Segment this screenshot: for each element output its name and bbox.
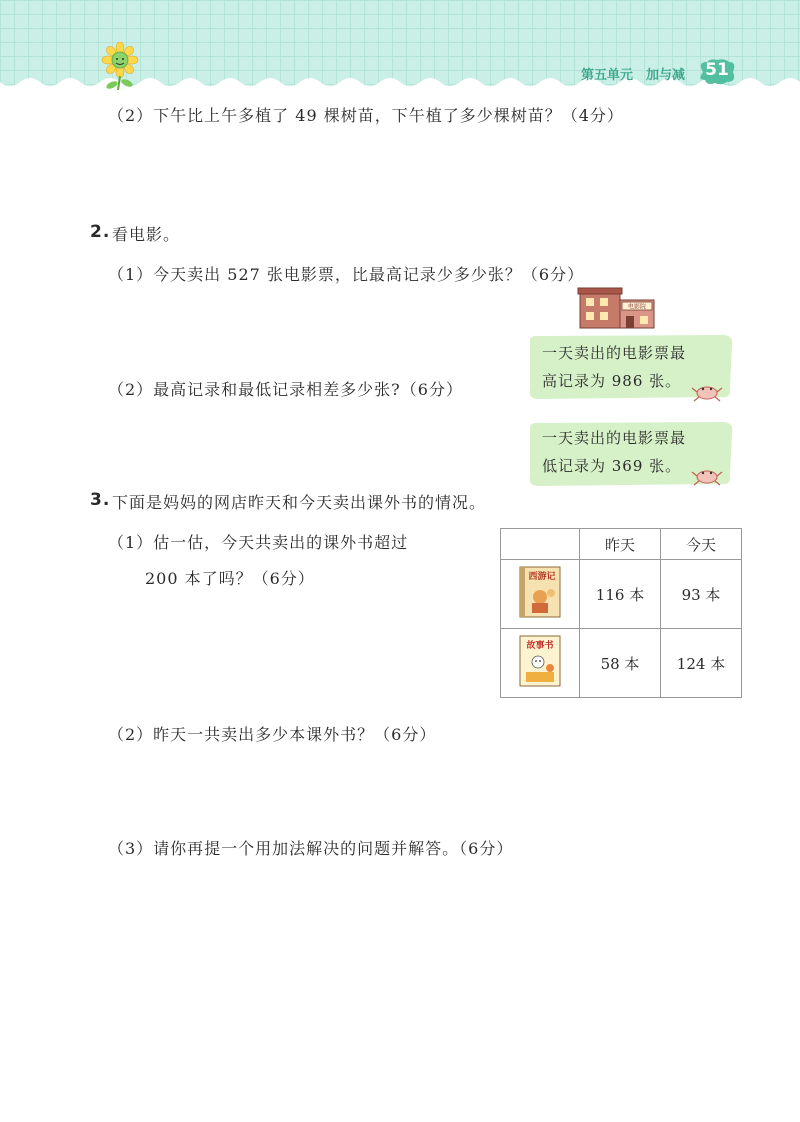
unit-label: 第五单元 [581, 68, 634, 83]
bubble-high-line2: 高记录为 986 张。 [542, 372, 682, 390]
book-title: 故事书 [526, 641, 554, 651]
q2-number: 2. [90, 222, 111, 242]
q1-part2-text: （2）下午比上午多植了 49 棵树苗，下午植了多少棵树苗？（4分） [108, 106, 624, 125]
table-cell-today: 124 本 [661, 629, 742, 698]
table-header-row [501, 529, 742, 560]
cinema-sign: 电影院 [627, 303, 647, 311]
q3-part3-text: （3）请你再提一个用加法解决的问题并解答。（6分） [108, 839, 514, 858]
q3-part1-line2: 200 本了吗？（6分） [145, 569, 315, 588]
table-cell-yesterday: 58 本 [580, 629, 661, 698]
page-number: 51 [705, 60, 729, 80]
table-header-cell: 今天 [661, 529, 742, 560]
table-cell-yesterday: 116 本 [580, 560, 661, 629]
sunflower-icon [98, 42, 144, 92]
crab-icon [690, 380, 724, 402]
bubble-low-line1: 一天卖出的电影票最 [542, 429, 687, 447]
bubble-high-line1: 一天卖出的电影票最 [542, 344, 687, 362]
table-header-cell [501, 529, 580, 560]
q2-part2-text: （2）最高记录和最低记录相差多少张?（6分） [108, 380, 463, 399]
journey-west-book-icon [518, 565, 562, 619]
table-header-cell: 昨天 [580, 529, 661, 560]
book-cover-cell [501, 629, 580, 698]
q3-part1-line1: （1）估一估，今天共卖出的课外书超过 [108, 533, 409, 552]
topic-label: 加与减 [646, 68, 686, 83]
book-title: 西游记 [528, 572, 556, 582]
cinema-building-icon [574, 282, 658, 330]
table-row [501, 560, 742, 629]
q2-part1-text: （1）今天卖出 527 张电影票，比最高记录少多少张？（6分） [108, 265, 585, 284]
books-sales-table [500, 528, 742, 698]
q3-part2-text: （2）昨天一共卖出多少本课外书？（6分） [108, 725, 437, 744]
book-cover-cell [501, 560, 580, 629]
story-book-icon [518, 634, 562, 688]
q3-title: 下面是妈妈的网店昨天和今天卖出课外书的情况。 [112, 493, 487, 512]
table-row [501, 629, 742, 698]
crab-icon [690, 464, 724, 486]
q3-number: 3. [90, 490, 111, 510]
table-cell-today: 93 本 [661, 560, 742, 629]
q2-title: 看电影。 [112, 225, 181, 244]
bubble-low-line2: 低记录为 369 张。 [542, 457, 682, 475]
